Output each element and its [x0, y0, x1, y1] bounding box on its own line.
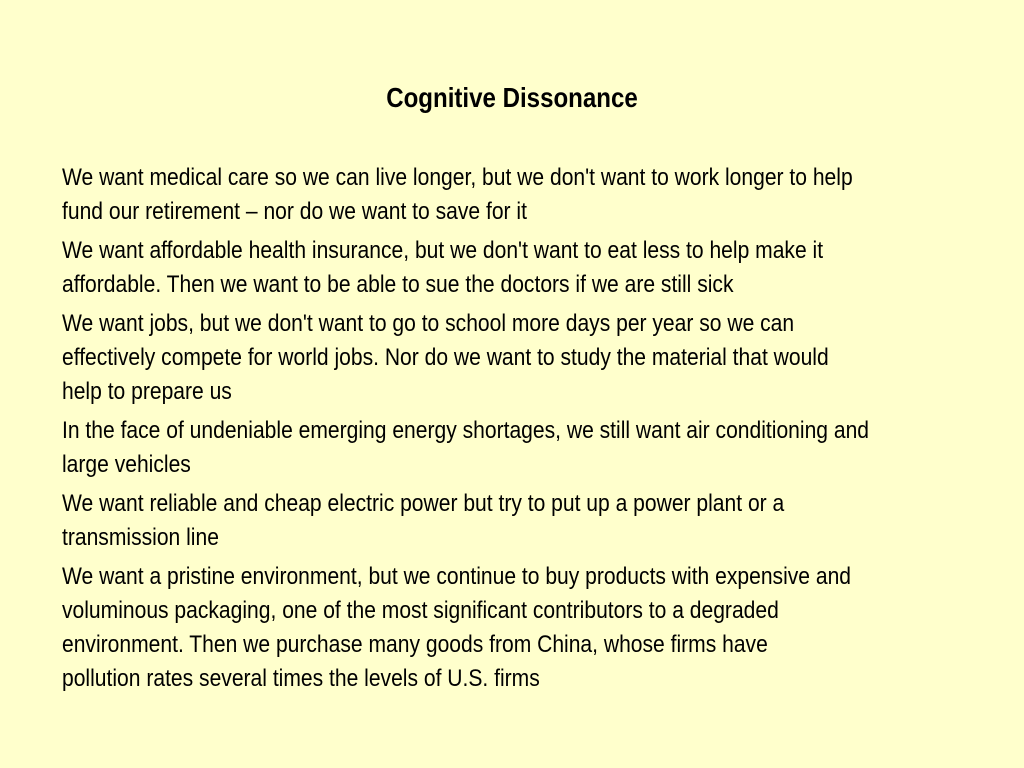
bullet-line: affordable. Then we want to be able to sue the doctors if we are still sick [62, 271, 734, 298]
bullet-line: transmission line [62, 524, 219, 551]
bullet-item [62, 234, 922, 302]
bullet-line: help to prepare us [62, 378, 232, 405]
bullet-line: pollution rates several times the levels of U.S. firms [62, 665, 540, 692]
bullet-line: large vehicles [62, 451, 191, 478]
slide-title: Cognitive Dissonance [386, 82, 638, 113]
bullet-line: We want jobs, but we don't want to go to school more days per year so we can [62, 310, 795, 337]
bullet-item [62, 560, 922, 696]
bullet-list [62, 161, 922, 701]
bullet-item [62, 307, 922, 409]
bullet-line: fund our retirement – nor do we want to save for it [62, 198, 527, 225]
bullet-line: We want a pristine environment, but we continue to buy products with expensive and [62, 563, 852, 590]
bullet-line: We want reliable and cheap electric power but try to put up a power plant or a [62, 490, 785, 517]
bullet-item [62, 414, 922, 482]
bullet-line: We want affordable health insurance, but we don't want to eat less to help make it [62, 237, 824, 264]
bullet-line: voluminous packaging, one of the most significant contributors to a degraded [62, 597, 779, 624]
bullet-item [62, 487, 922, 555]
bullet-line: environment. Then we purchase many goods from China, whose firms have [62, 631, 768, 658]
bullet-item [62, 161, 922, 229]
bullet-line: effectively compete for world jobs. Nor do we want to study the material that would [62, 344, 829, 371]
bullet-line: In the face of undeniable emerging energy shortages, we still want air conditioning and [62, 417, 870, 444]
bullet-line: We want medical care so we can live longer, but we don't want to work longer to help [62, 164, 853, 191]
